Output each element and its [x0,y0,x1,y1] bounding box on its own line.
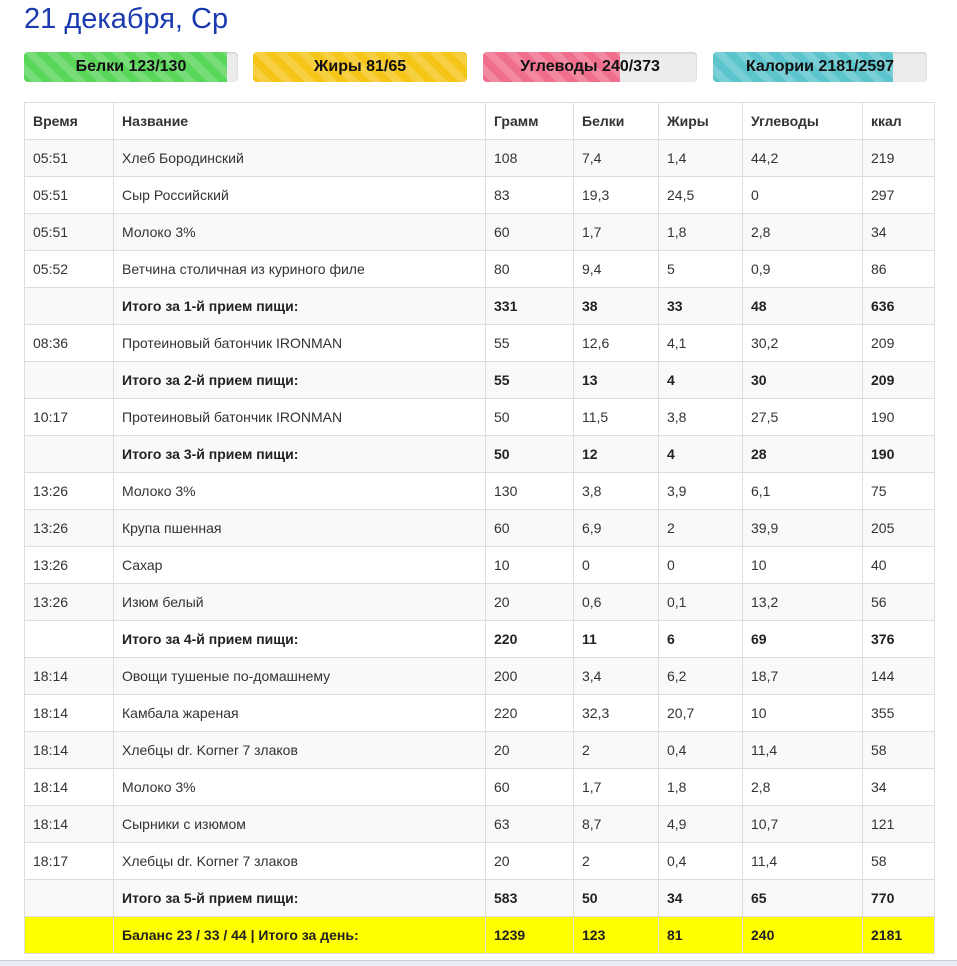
table-cell: 3,9 [659,473,743,510]
table-cell: 11,4 [743,843,863,880]
table-cell: 6,9 [574,510,659,547]
table-cell: 355 [863,695,935,732]
table-cell: 6 [659,621,743,658]
food-diary-table [24,102,935,954]
table-cell: 18:14 [25,769,114,806]
table-cell: 1,4 [659,140,743,177]
table-cell: 12,6 [574,325,659,362]
table-cell: 4 [659,436,743,473]
table-cell: Баланс 23 / 33 / 44 | Итого за день: [114,917,486,954]
table-row [25,325,935,362]
column-header: Углеводы [743,103,863,140]
table-row [25,140,935,177]
table-row [25,584,935,621]
table-cell: 190 [863,399,935,436]
table-cell: Молоко 3% [114,769,486,806]
table-cell [25,621,114,658]
table-cell: 12 [574,436,659,473]
table-row [25,695,935,732]
table-cell: 8,7 [574,806,659,843]
table-cell: 20 [486,732,574,769]
table-cell: 0 [574,547,659,584]
table-cell [25,917,114,954]
progress-fat-label: Жиры 81/65 [313,58,407,75]
column-header: Время [25,103,114,140]
table-cell: 0,4 [659,732,743,769]
table-cell: Молоко 3% [114,214,486,251]
table-cell: 0,1 [659,584,743,621]
progress-carbs [483,52,697,82]
meal-total-row [25,288,935,325]
table-header-row [25,103,935,140]
table-cell: Изюм белый [114,584,486,621]
progress-carbs-label: Углеводы 240/373 [520,58,660,75]
table-cell: 2,8 [743,769,863,806]
table-cell: 4 [659,362,743,399]
table-cell: 220 [486,621,574,658]
table-cell: 2 [659,510,743,547]
table-cell: 50 [574,880,659,917]
table-cell: 3,8 [574,473,659,510]
table-row [25,251,935,288]
table-cell: 123 [574,917,659,954]
table-cell: 6,1 [743,473,863,510]
progress-protein [24,52,238,82]
table-row [25,214,935,251]
table-cell: Молоко 3% [114,473,486,510]
table-cell: 144 [863,658,935,695]
table-cell: 5 [659,251,743,288]
table-cell: 1,7 [574,769,659,806]
table-cell: 0,4 [659,843,743,880]
table-cell: 18:14 [25,732,114,769]
table-row [25,806,935,843]
table-cell: 33 [659,288,743,325]
table-cell: 1239 [486,917,574,954]
table-cell: 10 [486,547,574,584]
table-cell: 0,9 [743,251,863,288]
table-cell: 20 [486,843,574,880]
table-cell: Итого за 3-й прием пищи: [114,436,486,473]
table-cell: 34 [863,214,935,251]
table-cell: 86 [863,251,935,288]
table-cell: 13:26 [25,510,114,547]
table-cell: 48 [743,288,863,325]
table-row [25,473,935,510]
table-cell: Ветчина столичная из куриного филе [114,251,486,288]
table-cell: 60 [486,510,574,547]
table-cell: Итого за 2-й прием пищи: [114,362,486,399]
table-cell: 13:26 [25,547,114,584]
table-cell: 376 [863,621,935,658]
table-cell: 240 [743,917,863,954]
table-cell: 130 [486,473,574,510]
table-cell: 18:14 [25,695,114,732]
table-cell: 11,5 [574,399,659,436]
table-cell: Камбала жареная [114,695,486,732]
table-cell: 65 [743,880,863,917]
table-cell: 2,8 [743,214,863,251]
table-cell: 297 [863,177,935,214]
meal-total-row [25,362,935,399]
table-cell: 39,9 [743,510,863,547]
table-cell: 24,5 [659,177,743,214]
table-cell: 63 [486,806,574,843]
table-cell: 108 [486,140,574,177]
table-row [25,732,935,769]
column-header: ккал [863,103,935,140]
table-cell: 636 [863,288,935,325]
table-cell: 10:17 [25,399,114,436]
table-cell: 19,3 [574,177,659,214]
table-cell: 11,4 [743,732,863,769]
table-cell: Хлебцы dr. Korner 7 злаков [114,732,486,769]
table-cell: Хлебцы dr. Korner 7 злаков [114,843,486,880]
table-cell: 30 [743,362,863,399]
table-cell: 55 [486,325,574,362]
progress-calories-label: Калории 2181/2597 [745,58,895,75]
table-cell: 05:51 [25,214,114,251]
table-row [25,843,935,880]
table-cell: 60 [486,214,574,251]
column-header: Жиры [659,103,743,140]
table-cell: 2181 [863,917,935,954]
table-cell: 209 [863,362,935,399]
window-bottom-edge [0,960,957,966]
table-cell: 27,5 [743,399,863,436]
column-header: Белки [574,103,659,140]
table-cell: 08:36 [25,325,114,362]
table-cell: 209 [863,325,935,362]
table-cell: 28 [743,436,863,473]
table-cell: 13 [574,362,659,399]
table-cell: Крупа пшенная [114,510,486,547]
grand-total-row [25,917,935,954]
table-cell: 583 [486,880,574,917]
table-row [25,177,935,214]
progress-fat [253,52,467,82]
table-cell: 83 [486,177,574,214]
table-cell: 9,4 [574,251,659,288]
table-cell: 20 [486,584,574,621]
table-cell: 20,7 [659,695,743,732]
table-cell: 0 [743,177,863,214]
table-cell: 50 [486,399,574,436]
table-cell: 219 [863,140,935,177]
table-cell: Итого за 4-й прием пищи: [114,621,486,658]
table-cell: 18:14 [25,658,114,695]
table-cell: 05:52 [25,251,114,288]
table-cell: 2 [574,732,659,769]
table-cell: 40 [863,547,935,584]
table-cell [25,436,114,473]
table-cell: 1,8 [659,769,743,806]
table-cell: 770 [863,880,935,917]
table-cell: Итого за 5-й прием пищи: [114,880,486,917]
table-cell: Протеиновый батончик IRONMAN [114,325,486,362]
table-cell: 0 [659,547,743,584]
table-cell: 05:51 [25,177,114,214]
table-cell: Сыр Российский [114,177,486,214]
column-header: Грамм [486,103,574,140]
table-cell: 10 [743,695,863,732]
table-cell: 3,8 [659,399,743,436]
table-cell: 4,9 [659,806,743,843]
table-cell: Хлеб Бородинский [114,140,486,177]
table-row [25,547,935,584]
table-cell [25,362,114,399]
table-cell: 4,1 [659,325,743,362]
table-row [25,769,935,806]
progress-protein-label: Белки 123/130 [75,58,187,75]
table-cell: 331 [486,288,574,325]
table-cell: 3,4 [574,658,659,695]
table-cell: 11 [574,621,659,658]
table-cell: 18:14 [25,806,114,843]
table-row [25,510,935,547]
table-row [25,658,935,695]
table-cell: 13:26 [25,473,114,510]
table-row [25,399,935,436]
table-cell: 205 [863,510,935,547]
table-cell: 18:17 [25,843,114,880]
table-cell: 58 [863,732,935,769]
table-cell: 1,7 [574,214,659,251]
table-cell: 10 [743,547,863,584]
table-cell: 44,2 [743,140,863,177]
table-cell [25,880,114,917]
table-cell: 69 [743,621,863,658]
table-cell: 121 [863,806,935,843]
table-cell: 200 [486,658,574,695]
table-cell: Сырники с изюмом [114,806,486,843]
column-header: Название [114,103,486,140]
table-cell: 2 [574,843,659,880]
table-cell: 10,7 [743,806,863,843]
table-cell: Сахар [114,547,486,584]
table-cell: 6,2 [659,658,743,695]
table-cell: 81 [659,917,743,954]
table-cell: 75 [863,473,935,510]
table-cell: 7,4 [574,140,659,177]
table-cell: Итого за 1-й прием пищи: [114,288,486,325]
table-cell: 0,6 [574,584,659,621]
table-cell: Протеиновый батончик IRONMAN [114,399,486,436]
page-title: 21 декабря, Ср [24,3,229,35]
table-body [25,140,935,954]
table-cell: 38 [574,288,659,325]
table-cell: 50 [486,436,574,473]
meal-total-row [25,621,935,658]
table-cell: 34 [863,769,935,806]
table-cell: 34 [659,880,743,917]
table-cell: 32,3 [574,695,659,732]
table-cell: 05:51 [25,140,114,177]
table-cell: 220 [486,695,574,732]
table-cell: 55 [486,362,574,399]
table-cell: 1,8 [659,214,743,251]
table-cell: 13:26 [25,584,114,621]
meal-total-row [25,880,935,917]
table-cell: 13,2 [743,584,863,621]
table-cell: 190 [863,436,935,473]
table-cell: Овощи тушеные по-домашнему [114,658,486,695]
table-cell: 58 [863,843,935,880]
meal-total-row [25,436,935,473]
table-cell: 30,2 [743,325,863,362]
table-cell [25,288,114,325]
table-cell: 56 [863,584,935,621]
table-cell: 60 [486,769,574,806]
table-cell: 80 [486,251,574,288]
progress-calories [713,52,927,82]
table-cell: 18,7 [743,658,863,695]
